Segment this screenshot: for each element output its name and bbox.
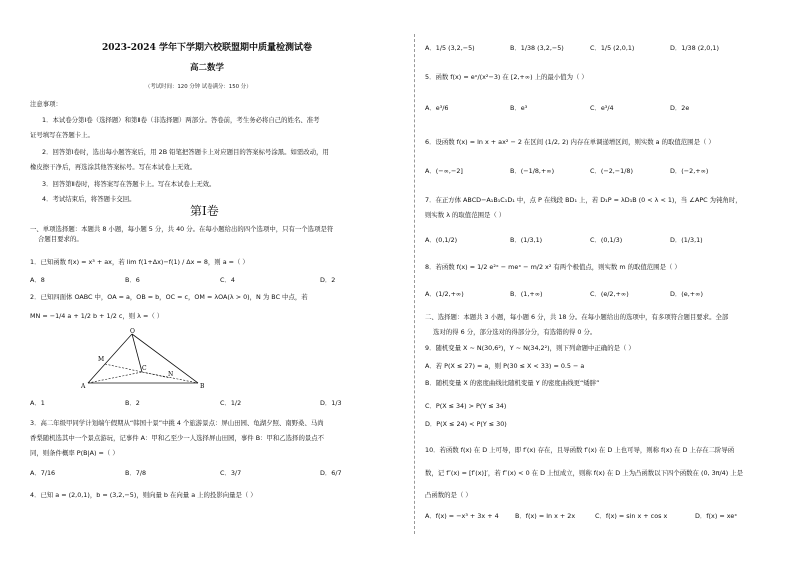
label-c: C bbox=[142, 365, 147, 372]
q3-option-b[interactable]: B．7/8 bbox=[125, 469, 147, 477]
q5-option-c[interactable]: C．e³/4 bbox=[590, 104, 614, 112]
q5-option-b[interactable]: B．e³ bbox=[510, 104, 528, 112]
exam-info: （考试时间：120 分钟 试卷满分：150 分） bbox=[145, 84, 252, 90]
q6-option-b[interactable]: B．(−1/8,+∞) bbox=[510, 167, 555, 175]
question-3-stem: 3．高二年级甲同学计划端午假期从“韩国十景”中挑 4 个旅游景点：屏山田园、龟湖夕照、南野桑、马尚 bbox=[30, 419, 324, 427]
q4-option-b[interactable]: B．1/38 (3,2,−5) bbox=[510, 44, 564, 52]
note-line: 橡皮擦干净后，再选涂其他答案标号。写在本试卷上无效。 bbox=[30, 163, 197, 171]
exam-subtitle: 高二数学 bbox=[190, 63, 225, 73]
q4-option-c[interactable]: C．1/5 (2,0,1) bbox=[590, 44, 635, 52]
exam-title: 2023-2024 学年下学期六校联盟期中质量检测试卷 bbox=[102, 43, 312, 53]
question-8-stem: 8．若函数 f(x) = 1/2 e²ˣ − meˣ − m/2 x² 有两个极值点，则实数 m 的取值范围是（ ） bbox=[425, 263, 681, 271]
question-10-stem: 凸函数的是（ ） bbox=[425, 491, 472, 499]
q3-option-d[interactable]: D．6/7 bbox=[320, 469, 342, 477]
q1-option-c[interactable]: C．4 bbox=[220, 276, 235, 284]
q10-option-d[interactable]: D．f(x) = xeˣ bbox=[695, 512, 738, 520]
q7-option-b[interactable]: B．(1/3,1) bbox=[510, 236, 543, 244]
q6-option-a[interactable]: A．(−∞,−2] bbox=[425, 167, 463, 175]
column-divider bbox=[414, 34, 415, 534]
question-10-stem: 数，记 f″(x) = [f′(x)]′，若 f″(x) < 0 在 D 上恒成立，则称 f(x) 在 D 上为凸函数以下四个函数在 (0, 3π/4) 上是 bbox=[425, 469, 744, 477]
q1-option-a[interactable]: A．8 bbox=[30, 276, 45, 284]
q7-option-c[interactable]: C．(0,1/3) bbox=[590, 236, 623, 244]
q8-option-b[interactable]: B．(1,+∞) bbox=[510, 290, 543, 298]
question-4-stem: 4．已知 a = (2,0,1)，b = (3,2,−5)，则向量 b 在向量 a 上的投影向量是（ ） bbox=[30, 491, 257, 499]
question-3-stem: 香梨随机选其中一个景点游玩，记事件 A：甲和乙至少一人选择屏山田园，事件 B：甲和乙选择的景点不 bbox=[30, 434, 325, 442]
label-b: B bbox=[200, 383, 205, 390]
note-line: 证号填写在答题卡上。 bbox=[30, 131, 94, 139]
question-6-stem: 6．设函数 f(x) = ln x + ax² − 2 在区间 (1/2, 2) 内存在单调递增区间，则实数 a 的取值范围是（ ） bbox=[425, 138, 715, 146]
question-5-stem: 5．函数 f(x) = eˣ/(x²−3) 在 [2,+∞) 上的最小值为（ ） bbox=[425, 73, 588, 81]
q3-option-a[interactable]: A．7/16 bbox=[30, 469, 56, 477]
part1-instructions: 合题目要求的。 bbox=[38, 235, 83, 243]
question-2-stem: MN = −1/4 a + 1/2 b + 1/2 c，则 λ =（ ） bbox=[30, 312, 164, 320]
question-9-stem: 9．随机变量 X ~ N(30,6²)，Y ~ N(34,2²)，则下列命题中正确的是（ ） bbox=[425, 344, 635, 352]
right-column bbox=[425, 0, 780, 562]
q9-option-d[interactable]: D．P(X ≤ 24) < P(Y ≤ 30) bbox=[425, 420, 507, 428]
q10-option-b[interactable]: B．f(x) = ln x + 2x bbox=[515, 512, 576, 520]
q9-option-b[interactable]: B．随机变量 X 的密度曲线比随机变量 Y 的密度曲线更“矮胖” bbox=[425, 379, 600, 387]
question-1-stem: 1．已知函数 f(x) = x³ + ax，若 lim f(1+Δx)−f(1) / Δx = 8，则 a =（ ） bbox=[30, 258, 249, 266]
q3-option-c[interactable]: C．3/7 bbox=[220, 469, 242, 477]
part1-instructions: 一、单项选择题：本题共 8 小题，每小题 5 分，共 40 分。在每小题给出的四个选项中，只有一个选项是符 bbox=[30, 225, 334, 233]
q7-option-a[interactable]: A．(0,1/2) bbox=[425, 236, 458, 244]
note-line: 2．回答第Ⅰ卷时，选出每小题答案后，用 2B 铅笔把答题卡上对应题目的答案标号涂黑。如需改动，用 bbox=[42, 148, 329, 156]
q6-option-d[interactable]: D．(−2,+∞) bbox=[670, 167, 709, 175]
label-n: N bbox=[168, 371, 174, 378]
question-2-stem: 2．已知四面体 OABC 中，OA = a，OB = b，OC = c，OM = λOA(λ > 0)，N 为 BC 中点，若 bbox=[30, 293, 308, 301]
q9-option-c[interactable]: C．P(X ≤ 34) > P(Y ≤ 34) bbox=[425, 402, 507, 410]
question-7-stem: 则实数 λ 的取值范围是（ ） bbox=[425, 211, 506, 219]
q5-option-a[interactable]: A．e³/6 bbox=[425, 104, 449, 112]
q2-option-a[interactable]: A．1 bbox=[30, 399, 45, 407]
part2-instructions: 选对的得 6 分，部分选对的得部分分，有选错的得 0 分。 bbox=[433, 328, 597, 336]
part1-heading: 第Ⅰ卷 bbox=[190, 204, 219, 218]
notes-heading: 注意事项： bbox=[30, 100, 62, 108]
q2-option-c[interactable]: C．1/2 bbox=[220, 399, 242, 407]
q8-option-c[interactable]: C．(e/2,+∞) bbox=[590, 290, 629, 298]
note-line: 1．本试卷分第Ⅰ卷（选择题）和第Ⅱ卷（非选择题）两部分。答卷前，考生务必将自己的姓名、准考 bbox=[42, 116, 320, 124]
tetrahedron-figure bbox=[80, 328, 210, 390]
q1-option-d[interactable]: D．2 bbox=[320, 276, 336, 284]
label-a: A bbox=[81, 383, 86, 390]
q8-option-d[interactable]: D．(e,+∞) bbox=[670, 290, 703, 298]
q2-option-b[interactable]: B．2 bbox=[125, 399, 140, 407]
q8-option-a[interactable]: A．(1/2,+∞) bbox=[425, 290, 464, 298]
part2-instructions: 二、选择题：本题共 3 小题，每小题 6 分，共 18 分。在每小题给出的选项中，有多项符合题目要求。全部 bbox=[425, 313, 729, 321]
label-m: M bbox=[98, 356, 105, 363]
q10-option-a[interactable]: A．f(x) = −x³ + 3x + 4 bbox=[425, 512, 499, 520]
q5-option-d[interactable]: D．2e bbox=[670, 104, 690, 112]
note-line: 3．回答第Ⅱ卷时，将答案写在答题卡上。写在本试卷上无效。 bbox=[42, 180, 216, 188]
question-10-stem: 10．若函数 f(x) 在 D 上可导，即 f′(x) 存在，且导函数 f′(x) 在 D 上也可导，则称 f(x) 在 D 上存在二阶导函 bbox=[425, 446, 735, 454]
q4-option-a[interactable]: A．1/5 (3,2,−5) bbox=[425, 44, 475, 52]
q4-option-d[interactable]: D．1/38 (2,0,1) bbox=[670, 44, 719, 52]
q7-option-d[interactable]: D．(1/3,1) bbox=[670, 236, 703, 244]
q1-option-b[interactable]: B．6 bbox=[125, 276, 140, 284]
label-o: O bbox=[130, 328, 135, 335]
note-line: 4．考试结束后，将答题卡交回。 bbox=[42, 195, 136, 203]
left-column bbox=[30, 0, 405, 562]
question-3-stem: 同，则条件概率 P(B|A) =（ ） bbox=[30, 449, 119, 457]
q6-option-c[interactable]: C．(−2,−1/8) bbox=[590, 167, 633, 175]
q10-option-c[interactable]: C．f(x) = sin x + cos x bbox=[595, 512, 668, 520]
q2-option-d[interactable]: D．1/3 bbox=[320, 399, 342, 407]
question-7-stem: 7．在正方体 ABCD−A₁B₁C₁D₁ 中，点 P 在线段 BD₁ 上，若 D₁P = λD₁B (0 < λ < 1)，当 ∠APC 为钝角时， bbox=[425, 196, 742, 204]
q9-option-a[interactable]: A．若 P(X ≤ 27) = a，则 P(30 ≤ X < 33) = 0.5 − a bbox=[425, 362, 585, 370]
